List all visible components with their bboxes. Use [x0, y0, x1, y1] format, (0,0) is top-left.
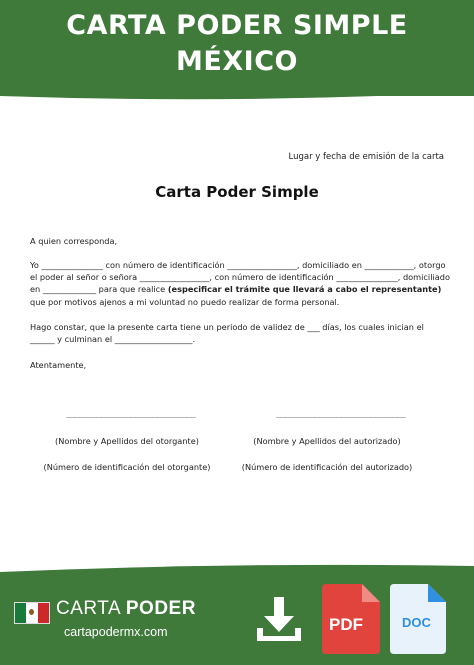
grantor-id-label: (Número de identificación del otorgante)	[43, 462, 211, 472]
greeting: A quien corresponda,	[30, 236, 118, 246]
brand-name-bold: PODER	[125, 598, 196, 619]
agent-name-label: (Nombre y Apellidos del autorizado)	[253, 436, 401, 446]
website-url[interactable]: cartapodermx.com	[64, 625, 168, 639]
pdf-label: PDF	[329, 615, 363, 634]
paragraph-grant	[30, 259, 450, 308]
paragraph-grant-bold: (especificar el trámite que llevará a cabo el representante)	[167, 284, 442, 295]
signature-line-agent: ______________________________	[276, 409, 406, 418]
document-page	[0, 100, 474, 570]
pdf-file-icon[interactable]	[322, 584, 380, 654]
header-banner	[0, 0, 474, 96]
header-title-line2: MÉXICO	[176, 46, 298, 77]
brand-name-light: CARTA	[56, 598, 126, 619]
brand-name	[56, 598, 196, 620]
header-title-line1: CARTA PODER SIMPLE	[66, 10, 408, 41]
closing: Atentamente,	[30, 360, 87, 370]
agent-id-label: (Número de identificación del autorizado)	[241, 462, 413, 472]
signature-line-grantor: ______________________________	[66, 409, 196, 418]
grantor-name-label: (Nombre y Apellidos del otorgante)	[55, 436, 199, 446]
download-icon[interactable]	[254, 594, 304, 644]
document-title: Carta Poder Simple	[155, 183, 319, 201]
paragraph-grant-text: Yo _______________ con número de identificación _________________, domiciliado en ____________, otorgo el poder al señor o señora _________________, con número de identificación _______________, domiciliado en _____________ para que realice	[30, 260, 450, 295]
mexico-flag-icon	[14, 602, 50, 624]
paragraph-validity: Hago constar, que la presente carta tiene un periodo de validez de ___ días, los cuales inician el ______ y culminan el ___________________.	[30, 322, 424, 345]
doc-label: DOC	[402, 615, 431, 630]
place-date-line: Lugar y fecha de emisión de la carta	[288, 152, 444, 162]
doc-file-icon[interactable]	[390, 584, 446, 654]
paragraph-grant-end: que por motivos ajenos a mi voluntad no puedo realizar de forma personal.	[30, 296, 340, 307]
